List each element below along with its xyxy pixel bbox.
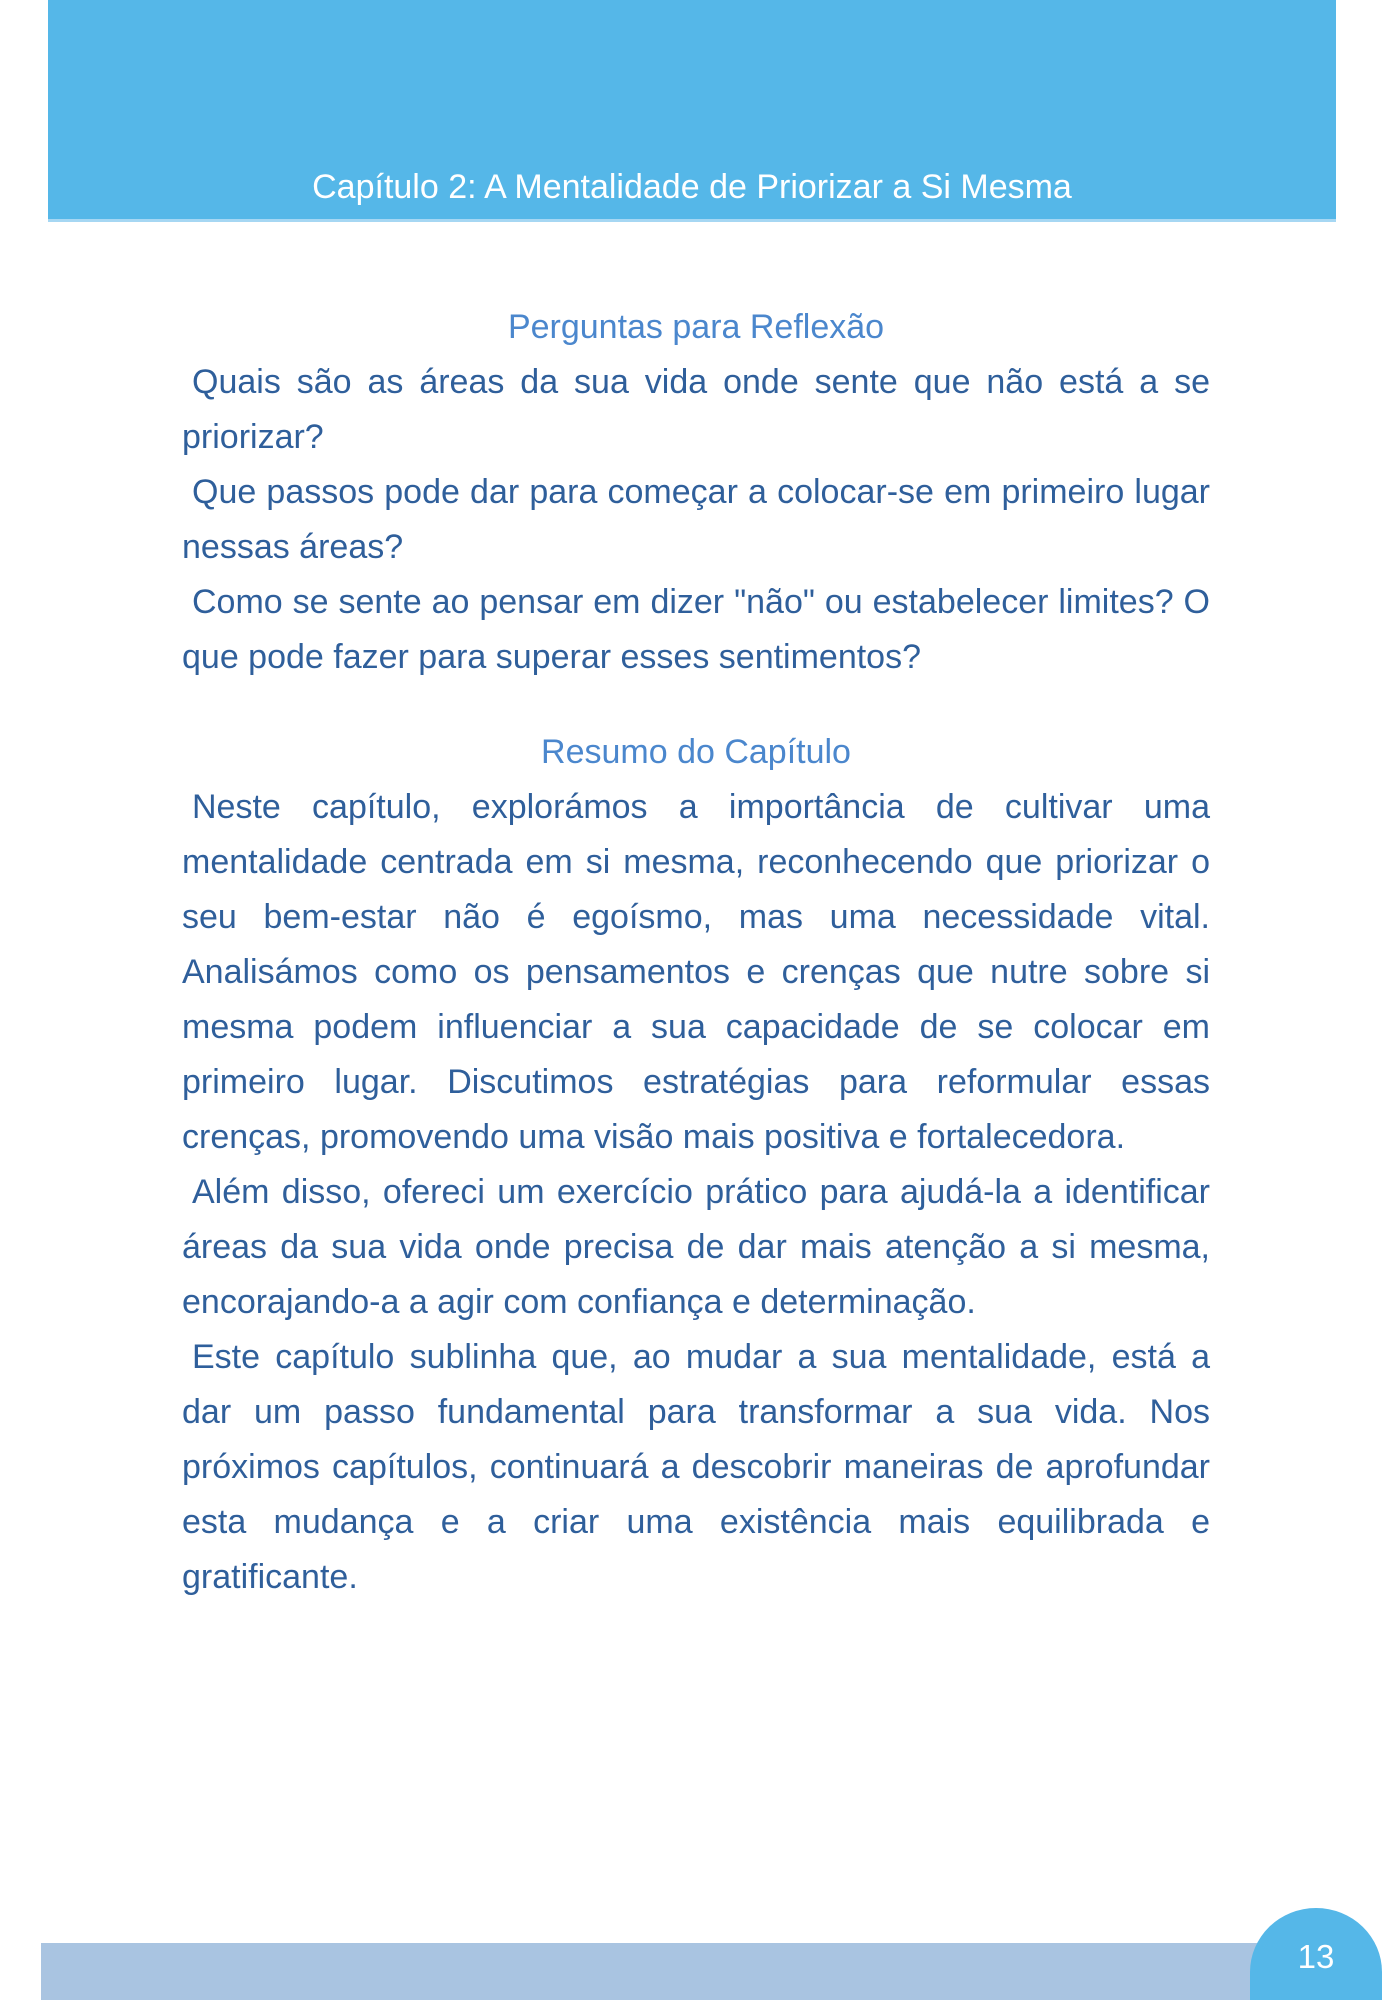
footer-band xyxy=(41,1943,1345,2000)
paragraph-resumo-3: Este capítulo sublinha que, ao mudar a sua mentalidade, está a dar um passo fundamental para transformar a sua vida. Nos próximos capítulos, continuará a descobrir maneiras de aprofundar esta mudança e a criar uma existência mais equilibrada e gratificante. xyxy=(182,1338,1210,1596)
page-number-badge xyxy=(1250,1908,1382,2000)
paragraph-resumo-1: Neste capítulo, explorámos a importância de cultivar uma mentalidade centrada em si mesma, reconhecendo que priorizar o seu bem-estar não é egoísmo, mas uma necessidade vital. Analisámos como os pensamentos e crenças que nutre sobre si mesma podem influenciar a sua capacidade de se colocar em primeiro lugar. Discutimos estratégias para reformular essas crenças, promovendo uma visão mais positiva e fortalecedora. xyxy=(182,788,1210,1156)
paragraph-resumo-2: Além disso, ofereci um exercício prático para ajudá-la a identificar áreas da sua vida onde precisa de dar mais atenção a si mesma, encorajando-a a agir com confiança e determinação. xyxy=(182,1173,1210,1321)
chapter-title: Capítulo 2: A Mentalidade de Priorizar a Si Mesma xyxy=(312,168,1072,206)
page-content xyxy=(182,300,1210,1605)
chapter-header-band xyxy=(48,0,1336,222)
paragraph-reflexao-3: Como se sente ao pensar em dizer "não" ou estabelecer limites? O que pode fazer para superar esses sentimentos? xyxy=(182,583,1210,676)
paragraph-reflexao-1: Quais são as áreas da sua vida onde sente que não está a se priorizar? xyxy=(182,363,1210,456)
section-heading-perguntas: Perguntas para Reflexão xyxy=(507,308,885,346)
paragraph-reflexao-2: Que passos pode dar para começar a colocar-se em primeiro lugar nessas áreas? xyxy=(182,473,1210,566)
section-heading-resumo: Resumo do Capítulo xyxy=(541,733,851,771)
page-number: 13 xyxy=(1297,1938,1335,1975)
